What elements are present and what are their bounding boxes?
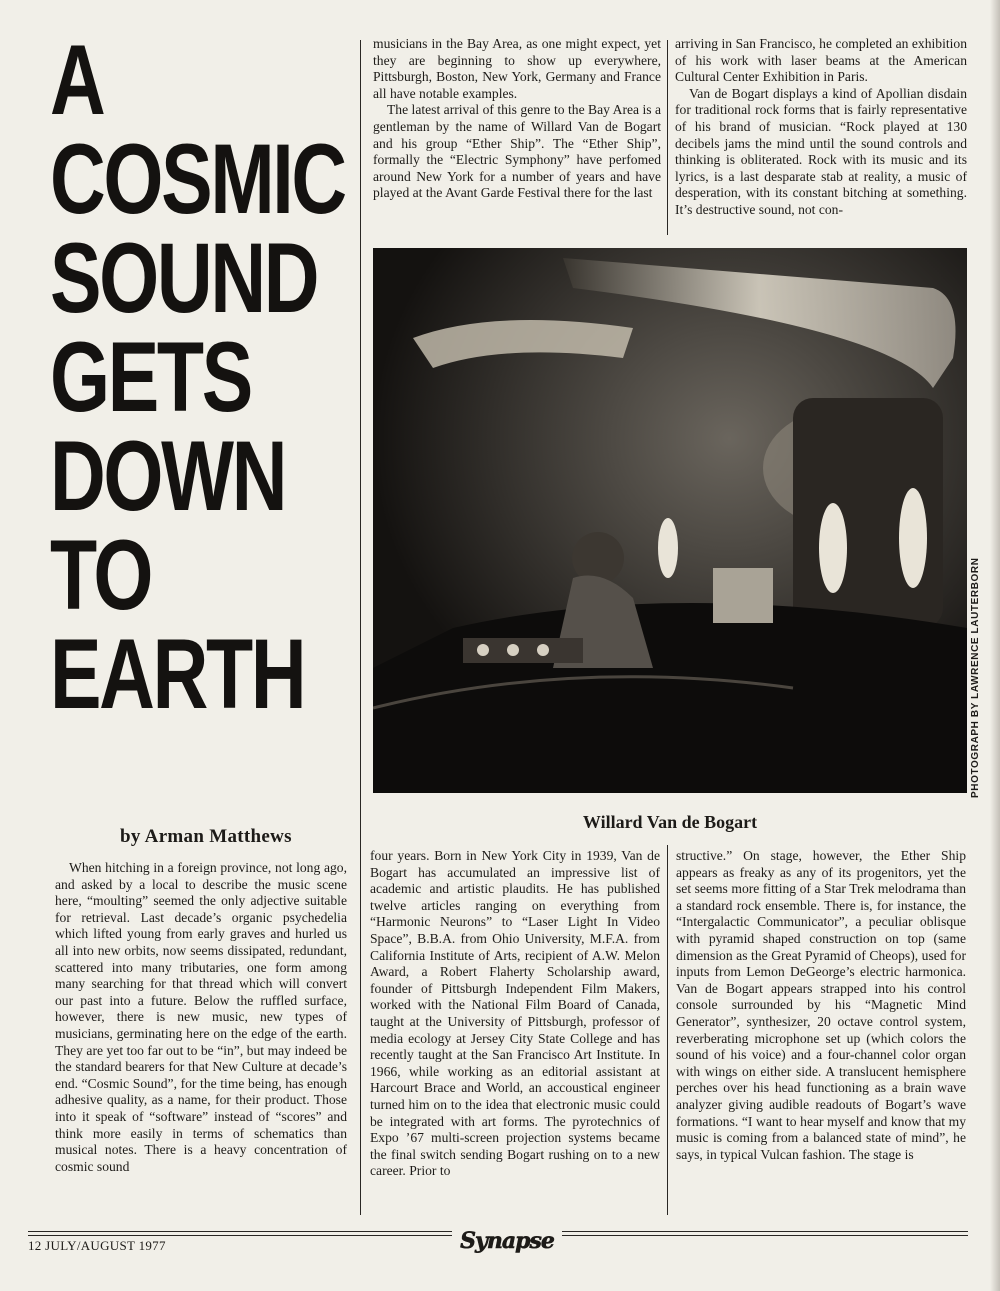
headline-word: A [50, 24, 104, 135]
magazine-logo [452, 1226, 562, 1256]
column-divider [667, 40, 668, 235]
paragraph: arriving in San Francisco, he completed an exhibition of his work with laser beams at the American Cultural Center Exhibition in Paris. [675, 36, 967, 85]
logo-text: Synapse [460, 1228, 554, 1254]
paragraph: The latest arrival of this genre to the Bay Area is a gentleman by the name of Willard Van de Bogart and his group “Ether Ship”. The “Ether Ship”, formally the “Electric Symphony” have perfomed around New York for a number of years and have played at the Avant Garde Festival there for the last [373, 102, 661, 201]
page-number-issue: 12 JULY/AUGUST 1977 [28, 1238, 166, 1253]
headline-word: COSMIC [50, 123, 345, 234]
paragraph: structive.” On stage, however, the Ether Ship appears as freaky as any of its progenitors, yet the set seems more fitting of a Star Trek melodrama than a standard rock ensemble. There is, for instance, the “Intergalactic Communicator”, a peculiar oblisque with pyramid shaped construction on top (same dimension as the Great Pyramid of Cheops), used for inputs from Lemon DeGeorge’s electric harmonica. Van de Bogart appears strapped into his control console surrounded by his “Magnetic Mind Generator”, synthesizer, 20 octave control system, reverberating microphone set up (which colors the sound of his voice) and a four-channel color organ with wings on either side. A translucent hemisphere perches over his head functioning as a brain wave analyzer giving audible readouts of Bogart’s wave formations. “I want to hear myself and know that my music is coming from a balanced state of mind”, he says, in typical Vulcan fashion. The stage is [676, 848, 966, 1162]
article-column-3-top [675, 36, 967, 219]
photo-caption: Willard Van de Bogart [582, 812, 758, 832]
article-column-1 [55, 860, 347, 1175]
paragraph: When hitching in a foreign province, not long ago, and asked by a local to describe the music scene here, “moulting” seemed the only adjective suitable for retrieval. Last decade’s organic psychedelia which lifted young from early graves and hurled us all into new orbits, now seems dissipated, redundant, scattered into many tributaries, one form among many searching for that thread which will convert our past into a future. Below the ruffled surface, however, there is new music, new types of musicians, germinating here on the edge of the earth. They are yet too far out to be “in”, but may indeed be the standard bearers for that New Culture at decade’s end. “Cosmic Sound”, for the time being, has enough adhesive quality, as a name, for their product. Those into it speak of “software” instead of “scores” and think more easily in terms of schematics than musical notes. There is a heavy concentration of cosmic sound [55, 860, 347, 1174]
article-column-2-top [373, 36, 661, 202]
byline: by Arman Matthews [120, 826, 292, 847]
paragraph: four years. Born in New York City in 1939, Van de Bogart has accumulated an impressive list of academic and artistic plaudits. He has published twelve articles ranging on everything from “Harmonic Neurons” to “Laser Light In Video Space”, B.B.A. from Ohio University, M.F.A. from California Institute of Arts, recipient of A.W. Melon Award, a Robert Flaherty Scholarship award, founder of Pittsburgh Independent Film Makers, worked with the National Film Board of Canada, taught at the University of Pittsburgh, professor of media ecology at Jersey City State College and has recently taught at the San Francisco Art Institute. In 1966, while working as an editorial assistant at Harcourt Brace and World, an accoustical engineer turned him on to the idea that electronic music could be integrated with art forms. The pyrotechnics of Expo ’67 multi-screen projection systems became the final switch sending Bogart rushing on to a new career. Prior to [370, 848, 660, 1179]
photo-illustration [373, 248, 967, 793]
headline [50, 24, 345, 729]
article-column-2-bottom [370, 848, 660, 1180]
paragraph: musicians in the Bay Area, as one might expect, yet they are beginning to show up everywhere, Pittsburgh, Boston, New York, Germany and France all have notable examples. [373, 36, 661, 101]
column-divider [360, 40, 361, 1215]
scan-edge-shadow [990, 0, 1000, 1291]
paragraph: Van de Bogart displays a kind of Apollian disdain for traditional rock forms that is fairly representative of his brand of musician. “Rock played at 130 decibels jams the mind until the sound controls and thinking is obliterated. Rock with its music and its lyrics, is a last desparate stab at reality, a music of desperation, with its constant bitching at something. It’s destructive sound, not con- [675, 85, 967, 217]
article-photo [373, 248, 967, 793]
article-column-3-bottom [676, 848, 966, 1163]
headline-word: GETS [50, 321, 251, 432]
column-divider [667, 845, 668, 1215]
headline-word: DOWN [50, 420, 286, 531]
photo-credit: PHOTOGRAPH BY LAWRENCE LAUTERBORN [970, 557, 981, 798]
headline-word: EARTH [50, 618, 305, 729]
headline-word: TO [50, 519, 152, 630]
headline-word: SOUND [50, 222, 318, 333]
